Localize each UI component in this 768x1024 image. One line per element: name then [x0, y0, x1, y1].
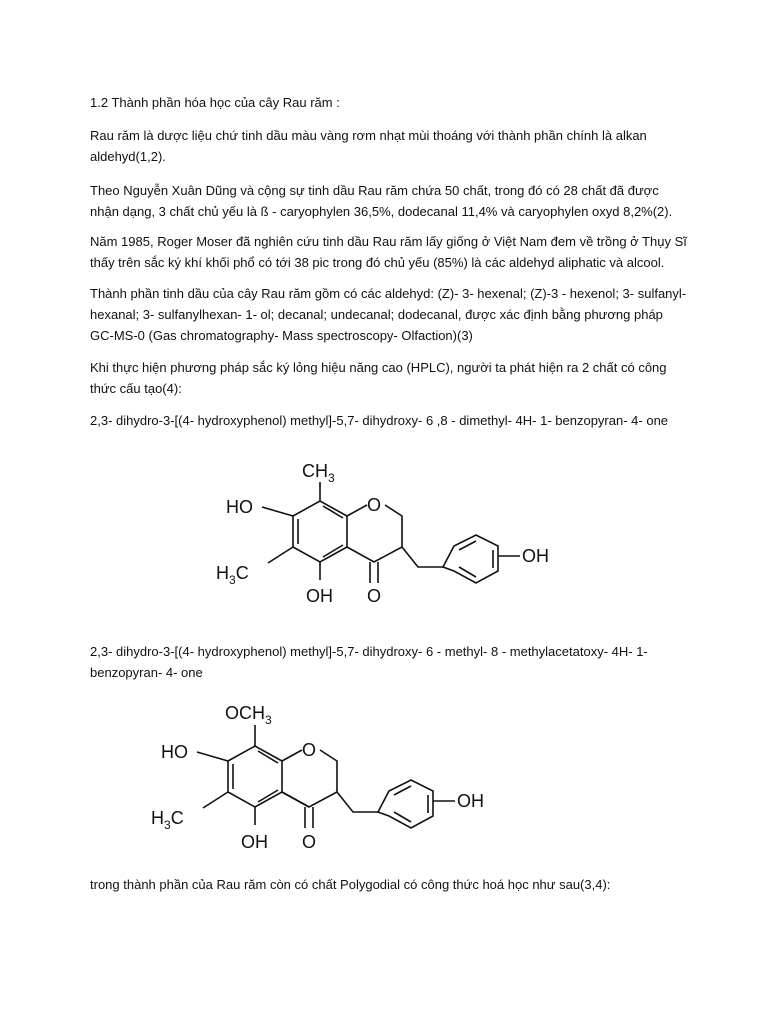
ring-oxygen-label: O	[367, 495, 382, 515]
paragraph-intro: Rau răm là dược liệu chứ tinh dầu màu vàng rơm nhạt mùi thoáng với thành phần chính là alkan aldehyd(1,2).	[90, 128, 647, 164]
methoxy-group-label: $OCH_3$	[225, 703, 272, 727]
compound-name-1: 2,3- dihydro-3-[(4- hydroxyphenol) methyl]-5,7- dihydroxy- 6 ,8 - dimethyl- 4H- 1- benzopyran- 4- one	[90, 413, 669, 428]
carbonyl-oxygen-label: O	[302, 832, 317, 852]
methyl-label-left: $H_3C$	[216, 563, 249, 587]
hydroxyl-label-bottom: OH	[306, 586, 333, 606]
hydroxyl-label-left: HO	[226, 497, 253, 517]
chemical-structure-1	[190, 455, 590, 615]
methyl-label-left: $H_3C$	[151, 808, 184, 832]
hydroxyl-label-left: HO	[161, 742, 188, 762]
hydroxyl-label-bottom: OH	[241, 832, 268, 852]
paragraph-roger-moser: Năm 1985, Roger Moser đã nghiên cứu tinh dầu Rau răm lấy giống ở Việt Nam đem về trồng ở Thụy Sĩ thấy trên sắc ký khí khối phổ có tới 38 pic trong đó chủ yếu (85%) là các aldehyd aliphatic và alcool.	[90, 234, 687, 270]
chemical-structure-2	[125, 697, 525, 862]
paragraph-nguyen-xuan-dung: Theo Nguyễn Xuân Dũng và cộng sự tinh dầu Rau răm chứa 50 chất, trong đó có 28 chất đã được nhận dạng, 3 chất chủ yếu là ß - caryophylen 36,5%, dodecanal 11,4% và caryophylen oxyd 8,2%(2).	[90, 183, 673, 219]
carbonyl-oxygen-label: O	[367, 586, 382, 606]
paragraph-hplc: Khi thực hiện phương pháp sắc ký lỏng hiệu năng cao (HPLC), người ta phát hiện ra 2 chất có công thức cấu tạo(4):	[90, 360, 667, 396]
phenol-hydroxyl-label: OH	[457, 791, 484, 811]
methyl-group-label: $CH_3$	[302, 461, 335, 485]
section-heading: 1.2 Thành phần hóa học của cây Rau răm :	[90, 95, 340, 110]
ring-oxygen-label: O	[302, 740, 317, 760]
phenol-hydroxyl-label: OH	[522, 546, 549, 566]
compound-name-2: 2,3- dihydro-3-[(4- hydroxyphenol) methyl]-5,7- dihydroxy- 6 - methyl- 8 - methylacetatoxy- 4H- 1- benzopyran- 4- one	[90, 644, 648, 680]
paragraph-polygodial: trong thành phần của Rau răm còn có chất Polygodial có công thức hoá học như sau(3,4):	[90, 877, 611, 892]
paragraph-aldehyd-list: Thành phần tinh dầu của cây Rau răm gồm có các aldehyd: (Z)- 3- hexenal; (Z)-3 - hexenol; 3- sulfanyl- hexanal; 3- sulfanylhexan- 1- ol; decanal; undecanal; dodecanal, được xác định bằng phương pháp GC-MS-0 (Gas chromatography- Mass spectroscopy- Olfaction)(3)	[90, 286, 687, 343]
